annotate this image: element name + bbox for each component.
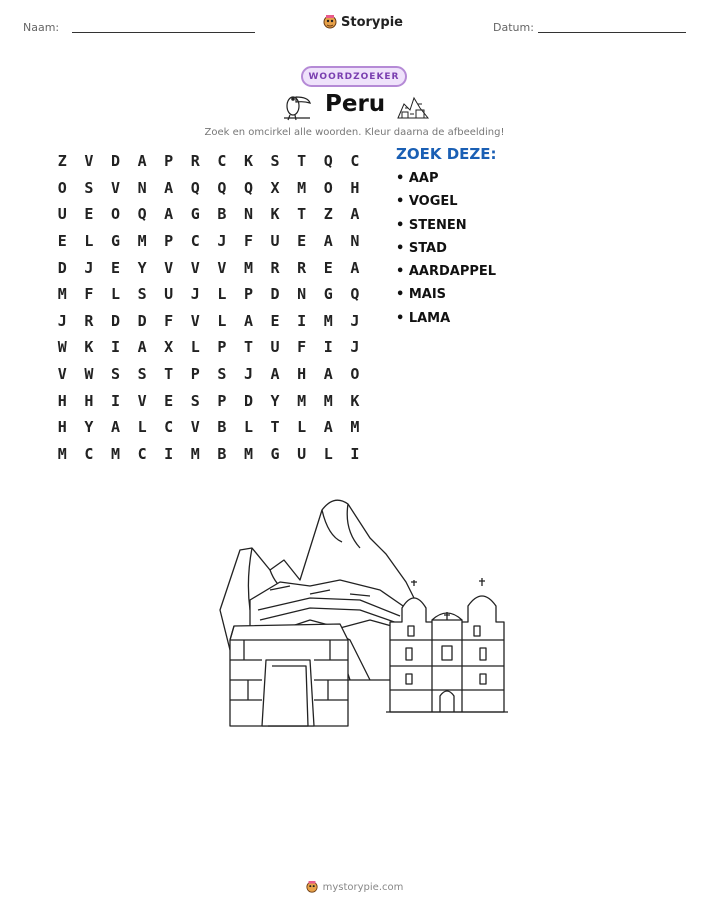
grid-letter[interactable]: I	[164, 444, 174, 463]
grid-letter[interactable]: N	[243, 205, 253, 224]
grid-letter[interactable]: R	[190, 152, 200, 171]
grid-letter[interactable]: N	[137, 178, 147, 197]
grid-row	[49, 414, 368, 441]
grid-letter[interactable]: E	[323, 258, 333, 277]
grid-row	[49, 361, 368, 388]
grid-letter[interactable]: H	[84, 391, 94, 410]
grid-letter[interactable]: D	[243, 391, 253, 410]
grid-letter[interactable]: Q	[137, 205, 147, 224]
grid-letter[interactable]: J	[243, 365, 253, 384]
grid-letter[interactable]: V	[110, 178, 120, 197]
grid-letter[interactable]: D	[110, 152, 120, 171]
grid-letter[interactable]: A	[350, 258, 360, 277]
grid-letter[interactable]: O	[350, 365, 360, 384]
grid-letter[interactable]: U	[57, 205, 67, 224]
grid-letter[interactable]: Y	[84, 418, 94, 437]
word-list-item: • MAIS	[396, 287, 447, 303]
grid-letter[interactable]: K	[84, 338, 94, 357]
grid-letter[interactable]: K	[350, 391, 360, 410]
grid-letter[interactable]: M	[137, 232, 147, 251]
grid-letter[interactable]: U	[164, 285, 174, 304]
grid-letter[interactable]: A	[323, 232, 333, 251]
grid-letter[interactable]: S	[270, 152, 280, 171]
grid-letter[interactable]: E	[270, 311, 280, 330]
grid-row	[49, 254, 368, 281]
grid-letter[interactable]: C	[190, 232, 200, 251]
grid-letter[interactable]: M	[297, 178, 307, 197]
grid-letter[interactable]: D	[57, 258, 67, 277]
grid-letter[interactable]: M	[323, 311, 333, 330]
grid-letter[interactable]: M	[190, 444, 200, 463]
grid-letter[interactable]: L	[217, 285, 227, 304]
grid-letter[interactable]: L	[243, 418, 253, 437]
grid-letter[interactable]: M	[57, 285, 67, 304]
grid-letter[interactable]: P	[190, 365, 200, 384]
grid-letter[interactable]: Y	[270, 391, 280, 410]
grid-letter[interactable]: T	[297, 152, 307, 171]
grid-row	[49, 441, 368, 468]
grid-letter[interactable]: M	[350, 418, 360, 437]
instructions: Zoek en omcirkel alle woorden. Kleur daarna de afbeelding!	[204, 127, 505, 138]
grid-letter[interactable]: C	[350, 152, 360, 171]
grid-letter[interactable]: I	[350, 444, 360, 463]
brand-name: Storypie	[341, 14, 403, 30]
grid-letter[interactable]: Y	[137, 258, 147, 277]
grid-row	[49, 387, 368, 414]
grid-letter[interactable]: I	[297, 311, 307, 330]
grid-letter[interactable]: M	[297, 391, 307, 410]
grid-row	[49, 148, 368, 175]
word-list	[396, 171, 496, 334]
grid-letter[interactable]: L	[137, 418, 147, 437]
toucan-icon	[280, 88, 314, 122]
grid-letter[interactable]: D	[270, 285, 280, 304]
grid-letter[interactable]: G	[323, 285, 333, 304]
grid-letter[interactable]: S	[84, 178, 94, 197]
grid-letter[interactable]: V	[57, 365, 67, 384]
grid-letter[interactable]: O	[57, 178, 67, 197]
grid-letter[interactable]: I	[323, 338, 333, 357]
grid-letter[interactable]: P	[164, 232, 174, 251]
grid-letter[interactable]: A	[137, 152, 147, 171]
grid-letter[interactable]: H	[297, 365, 307, 384]
grid-row	[49, 228, 368, 255]
grid-letter[interactable]: W	[84, 365, 94, 384]
grid-letter[interactable]: A	[323, 365, 333, 384]
peru-landmarks-illustration	[210, 490, 510, 730]
grid-letter[interactable]: E	[84, 205, 94, 224]
name-label: Naam:	[23, 21, 60, 34]
grid-letter[interactable]: L	[84, 232, 94, 251]
grid-letter[interactable]: J	[190, 285, 200, 304]
grid-letter[interactable]: E	[164, 391, 174, 410]
grid-letter[interactable]: J	[350, 338, 360, 357]
grid-letter[interactable]: S	[137, 365, 147, 384]
grid-letter[interactable]: P	[243, 285, 253, 304]
grid-letter[interactable]: M	[57, 444, 67, 463]
grid-letter[interactable]: A	[164, 178, 174, 197]
grid-letter[interactable]: D	[110, 311, 120, 330]
grid-letter[interactable]: S	[217, 365, 227, 384]
name-line[interactable]	[72, 32, 255, 33]
grid-letter[interactable]: G	[110, 232, 120, 251]
grid-letter[interactable]: M	[243, 444, 253, 463]
grid-letter[interactable]: X	[164, 338, 174, 357]
grid-letter[interactable]: A	[270, 365, 280, 384]
grid-letter[interactable]: A	[323, 418, 333, 437]
grid-letter[interactable]: B	[217, 444, 227, 463]
grid-letter[interactable]: N	[297, 285, 307, 304]
grid-letter[interactable]: M	[323, 391, 333, 410]
grid-row	[49, 201, 368, 228]
word-list-item: • LAMA	[396, 310, 451, 326]
grid-letter[interactable]: F	[297, 338, 307, 357]
word-list-item: • AARDAPPEL	[396, 264, 497, 280]
grid-letter[interactable]: E	[110, 258, 120, 277]
storypie-footer-icon	[306, 880, 318, 894]
grid-letter[interactable]: A	[350, 205, 360, 224]
grid-letter[interactable]: S	[110, 365, 120, 384]
grid-row	[49, 308, 368, 335]
grid-letter[interactable]: Z	[57, 152, 67, 171]
grid-letter[interactable]: A	[164, 205, 174, 224]
grid-letter[interactable]: V	[137, 391, 147, 410]
grid-letter[interactable]: H	[57, 418, 67, 437]
grid-letter[interactable]: N	[350, 232, 360, 251]
grid-letter[interactable]: J	[57, 311, 67, 330]
grid-letter[interactable]: B	[217, 418, 227, 437]
grid-letter[interactable]: S	[137, 285, 147, 304]
grid-letter[interactable]: M	[110, 444, 120, 463]
grid-letter[interactable]: P	[217, 338, 227, 357]
grid-letter[interactable]: K	[243, 152, 253, 171]
grid-letter[interactable]: L	[323, 444, 333, 463]
grid-letter[interactable]: T	[243, 338, 253, 357]
word-list-item: • VOGEL	[396, 194, 458, 210]
grid-letter[interactable]: M	[243, 258, 253, 277]
grid-letter[interactable]: F	[243, 232, 253, 251]
grid-letter[interactable]: D	[137, 311, 147, 330]
grid-row	[49, 334, 368, 361]
grid-letter[interactable]: P	[217, 391, 227, 410]
grid-letter[interactable]: U	[270, 338, 280, 357]
grid-letter[interactable]: K	[270, 205, 280, 224]
grid-letter[interactable]: H	[350, 178, 360, 197]
grid-letter[interactable]: Q	[217, 178, 227, 197]
footer	[0, 880, 709, 894]
grid-letter[interactable]: V	[217, 258, 227, 277]
footer-url: mystorypie.com	[322, 881, 404, 893]
grid-letter[interactable]: P	[164, 152, 174, 171]
grid-letter[interactable]: L	[190, 338, 200, 357]
grid-letter[interactable]: F	[164, 311, 174, 330]
grid-letter[interactable]: L	[297, 418, 307, 437]
grid-letter[interactable]: J	[84, 258, 94, 277]
grid-letter[interactable]: O	[110, 205, 120, 224]
grid-letter[interactable]: I	[110, 338, 120, 357]
grid-letter[interactable]: R	[297, 258, 307, 277]
grid-letter[interactable]: C	[84, 444, 94, 463]
word-list-item: • STENEN	[396, 217, 467, 233]
grid-letter[interactable]: Q	[243, 178, 253, 197]
grid-letter[interactable]: C	[164, 418, 174, 437]
grid-letter[interactable]: Z	[323, 205, 333, 224]
grid-letter[interactable]: X	[270, 178, 280, 197]
grid-letter[interactable]: V	[190, 311, 200, 330]
grid-row	[49, 281, 368, 308]
word-list-heading: ZOEK DEZE:	[396, 145, 497, 163]
page-title: Peru	[325, 91, 386, 117]
grid-letter[interactable]: V	[164, 258, 174, 277]
letter-grid	[49, 148, 368, 467]
grid-letter[interactable]: H	[57, 391, 67, 410]
grid-letter[interactable]: O	[323, 178, 333, 197]
grid-letter[interactable]: A	[243, 311, 253, 330]
ruins-icon	[396, 90, 430, 120]
grid-letter[interactable]: Q	[323, 152, 333, 171]
word-list-item: • STAD	[396, 240, 447, 256]
date-line[interactable]	[538, 32, 686, 33]
grid-letter[interactable]: J	[217, 232, 227, 251]
grid-letter[interactable]: V	[190, 258, 200, 277]
grid-letter[interactable]: T	[297, 205, 307, 224]
grid-letter[interactable]: B	[217, 205, 227, 224]
grid-letter[interactable]: C	[217, 152, 227, 171]
grid-row	[49, 175, 368, 202]
grid-letter[interactable]: W	[57, 338, 67, 357]
brand-logo	[323, 14, 403, 30]
grid-letter[interactable]: T	[164, 365, 174, 384]
grid-letter[interactable]: V	[84, 152, 94, 171]
grid-letter[interactable]: E	[57, 232, 67, 251]
grid-letter[interactable]: T	[270, 418, 280, 437]
grid-letter[interactable]: U	[297, 444, 307, 463]
grid-letter[interactable]: L	[217, 311, 227, 330]
grid-letter[interactable]: R	[84, 311, 94, 330]
grid-letter[interactable]: S	[190, 391, 200, 410]
grid-letter[interactable]: E	[297, 232, 307, 251]
grid-letter[interactable]: A	[137, 338, 147, 357]
grid-letter[interactable]: Q	[350, 285, 360, 304]
grid-letter[interactable]: G	[270, 444, 280, 463]
grid-letter[interactable]: R	[270, 258, 280, 277]
grid-letter[interactable]: Q	[190, 178, 200, 197]
worksheet-type-badge: WOORDZOEKER	[301, 66, 407, 87]
grid-letter[interactable]: I	[110, 391, 120, 410]
word-list-item: • AAP	[396, 171, 439, 186]
grid-letter[interactable]: C	[137, 444, 147, 463]
date-label: Datum:	[493, 21, 534, 34]
grid-letter[interactable]: V	[190, 418, 200, 437]
grid-letter[interactable]: G	[190, 205, 200, 224]
grid-letter[interactable]: A	[110, 418, 120, 437]
grid-letter[interactable]: J	[350, 311, 360, 330]
grid-letter[interactable]: U	[270, 232, 280, 251]
grid-letter[interactable]: F	[84, 285, 94, 304]
grid-letter[interactable]: L	[110, 285, 120, 304]
storypie-mascot-icon	[323, 14, 337, 30]
